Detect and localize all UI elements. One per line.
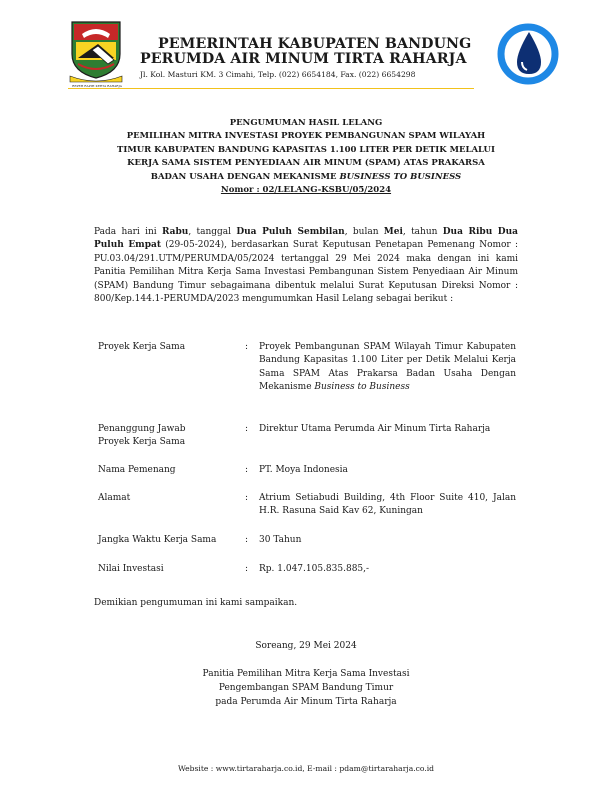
pic-label xyxy=(98,423,185,450)
intro-month: Mei xyxy=(383,227,403,237)
colon: : xyxy=(245,424,249,434)
address-label: Alamat xyxy=(98,493,131,503)
tirta-raharja-water-drop-logo xyxy=(496,22,560,86)
project-value-italic: Business to Business xyxy=(314,382,410,393)
kabupaten-bandung-crest-logo xyxy=(68,20,124,84)
intro-day: Rabu xyxy=(161,227,189,237)
intro-date: Dua Puluh Sembilan xyxy=(236,227,345,237)
pic-label-line2: Proyek Kerja Sama xyxy=(98,437,186,448)
header-divider xyxy=(68,88,474,89)
winner-label: Nama Pemenang xyxy=(98,465,176,475)
title-line5-prefix: BADAN USAHA DENGAN MEKANISME xyxy=(150,171,340,182)
intro-text: , bulan xyxy=(344,227,384,237)
signature-line3: pada Perumda Air Minum Tirta Raharja xyxy=(215,697,397,707)
org-name-line2: PERUMDA AIR MINUM TIRTA RAHARJA xyxy=(140,51,467,67)
title-line: PEMILIHAN MITRA INVESTASI PROYEK PEMBANGUNAN SPAM WILAYAH xyxy=(126,131,486,142)
crest-motto: REPEH RAPIH KERTA RAHARJA xyxy=(72,84,122,88)
colon: : xyxy=(245,564,249,574)
title-line5-italic: BUSINESS TO BUSINESS xyxy=(339,171,462,182)
intro-text: , tanggal xyxy=(188,227,237,237)
signature-line2: Pengembangan SPAM Bandung Timur xyxy=(218,683,394,693)
closing-sentence: Demikian pengumuman ini kami sampaikan. xyxy=(94,598,298,608)
investment-label: Nilai Investasi xyxy=(98,564,164,574)
colon: : xyxy=(245,465,249,475)
project-label: Proyek Kerja Sama xyxy=(98,342,186,352)
pic-value: Direktur Utama Perumda Air Minum Tirta Raharja xyxy=(259,424,491,434)
intro-text: Pada hari ini xyxy=(94,227,162,237)
announcement-number: Nomor : 02/LELANG-KSBU/05/2024 xyxy=(220,185,392,196)
winner-value: PT. Moya Indonesia xyxy=(259,465,348,475)
title-line xyxy=(90,171,522,184)
colon: : xyxy=(245,535,249,545)
org-address: Jl. Kol. Masturi KM. 3 Cimahi, Telp. (022) 6654184, Fax. (022) 6654298 xyxy=(140,70,416,79)
project-value-text: Proyek Pembangunan SPAM Wilayah Timur Kabupaten Bandung Kapasitas 1.100 Liter per Detik Melalui Kerja Sama SPAM Atas Prakarsa Badan Usaha Dengan Mekanisme xyxy=(259,342,516,393)
colon: : xyxy=(245,342,249,352)
investment-value: Rp. 1.047.105.835.885,- xyxy=(259,564,370,574)
term-label: Jangka Waktu Kerja Sama xyxy=(98,535,217,545)
project-value xyxy=(259,341,516,395)
title-line: TIMUR KABUPATEN BANDUNG KAPASITAS 1.100 LITER PER DETIK MELALUI xyxy=(117,144,495,155)
signature-line1: Panitia Pemilihan Mitra Kerja Sama Investasi xyxy=(202,669,410,679)
intro-year: Dua Ribu Dua Puluh Empat xyxy=(94,227,518,251)
title-line: KERJA SAMA SISTEM PENYEDIAAN AIR MINUM (SPAM) ATAS PRAKARSA xyxy=(127,158,485,169)
intro-paragraph xyxy=(94,226,518,306)
org-name-line1: PEMERINTAH KABUPATEN BANDUNG xyxy=(158,36,472,52)
term-value: 30 Tahun xyxy=(259,535,302,545)
announcement-title xyxy=(90,117,522,197)
intro-text: (29-05-2024), berdasarkan Surat Keputusan Penetapan Pemenang Nomor : PU.03.04/291.UTM/PERUMDA/05/2024 tertanggal 29 Mei 2024 maka dengan ini kami Panitia Pemilihan Mitra Kerja Sama Investasi Pembangunan Sistem Penyediaan Air Minum (SPAM) Bandung Timur sebagaimana dibentuk melalui Surat Keputusan Direksi Nomor : 800/Kep.144.1-PERUMDA/2023 mengumumkan Hasil Lelang sebagai berikut : xyxy=(94,240,519,305)
footer-contact: Website : www.tirtaraharja.co.id, E-mail : pdam@tirtaraharja.co.id xyxy=(177,764,435,773)
intro-text: , tahun xyxy=(402,227,443,237)
title-line: PENGUMUMAN HASIL LELANG xyxy=(229,118,383,128)
address-value: Atrium Setiabudi Building, 4th Floor Suite 410, Jalan H.R. Rasuna Said Kav 62, Kuningan xyxy=(259,493,516,517)
colon: : xyxy=(245,493,249,503)
signature-place-date: Soreang, 29 Mei 2024 xyxy=(255,641,357,651)
pic-label-line1: Penanggung Jawab xyxy=(98,424,186,434)
